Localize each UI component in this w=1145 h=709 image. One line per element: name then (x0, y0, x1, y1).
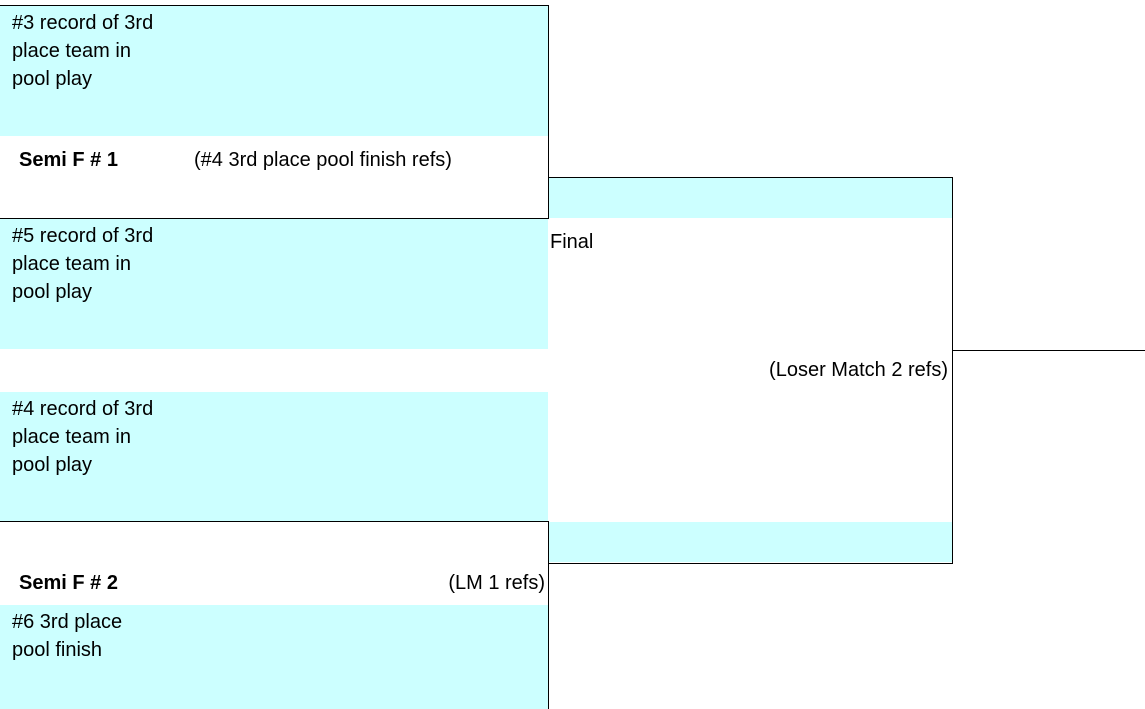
semi2-right-line (548, 521, 549, 709)
seed3-cell (0, 6, 548, 136)
semi1-bottom-line (0, 218, 549, 219)
champion-line (952, 350, 1145, 351)
seed4-bottom-line (0, 521, 549, 522)
seed4-cell (0, 392, 548, 522)
final-bottom-line (548, 563, 953, 564)
seed6-cell (0, 605, 548, 709)
semi1-refs: (#4 3rd place pool finish refs) (194, 149, 452, 171)
seed3-text: #3 record of 3rd place team in pool play (12, 12, 154, 90)
final-right-line (952, 177, 953, 564)
seed5-cell (0, 219, 548, 349)
semi1-label: Semi F # 1 (19, 149, 118, 171)
seed4-text: #4 record of 3rd place team in pool play (12, 398, 154, 476)
seed5-text: #5 record of 3rd place team in pool play (12, 225, 154, 303)
final-top-line (548, 177, 953, 178)
semi2-refs: (LM 1 refs) (448, 572, 545, 594)
seed3-top-line (0, 5, 549, 6)
final-refs: (Loser Match 2 refs) (769, 359, 948, 381)
semi2-label: Semi F # 2 (19, 572, 118, 594)
seed6-text: #6 3rd place pool finish (12, 611, 123, 661)
final-top-cell (548, 178, 953, 218)
semi1-right-line (548, 5, 549, 219)
final-bottom-cell (548, 522, 953, 562)
final-label: Final (550, 231, 594, 253)
